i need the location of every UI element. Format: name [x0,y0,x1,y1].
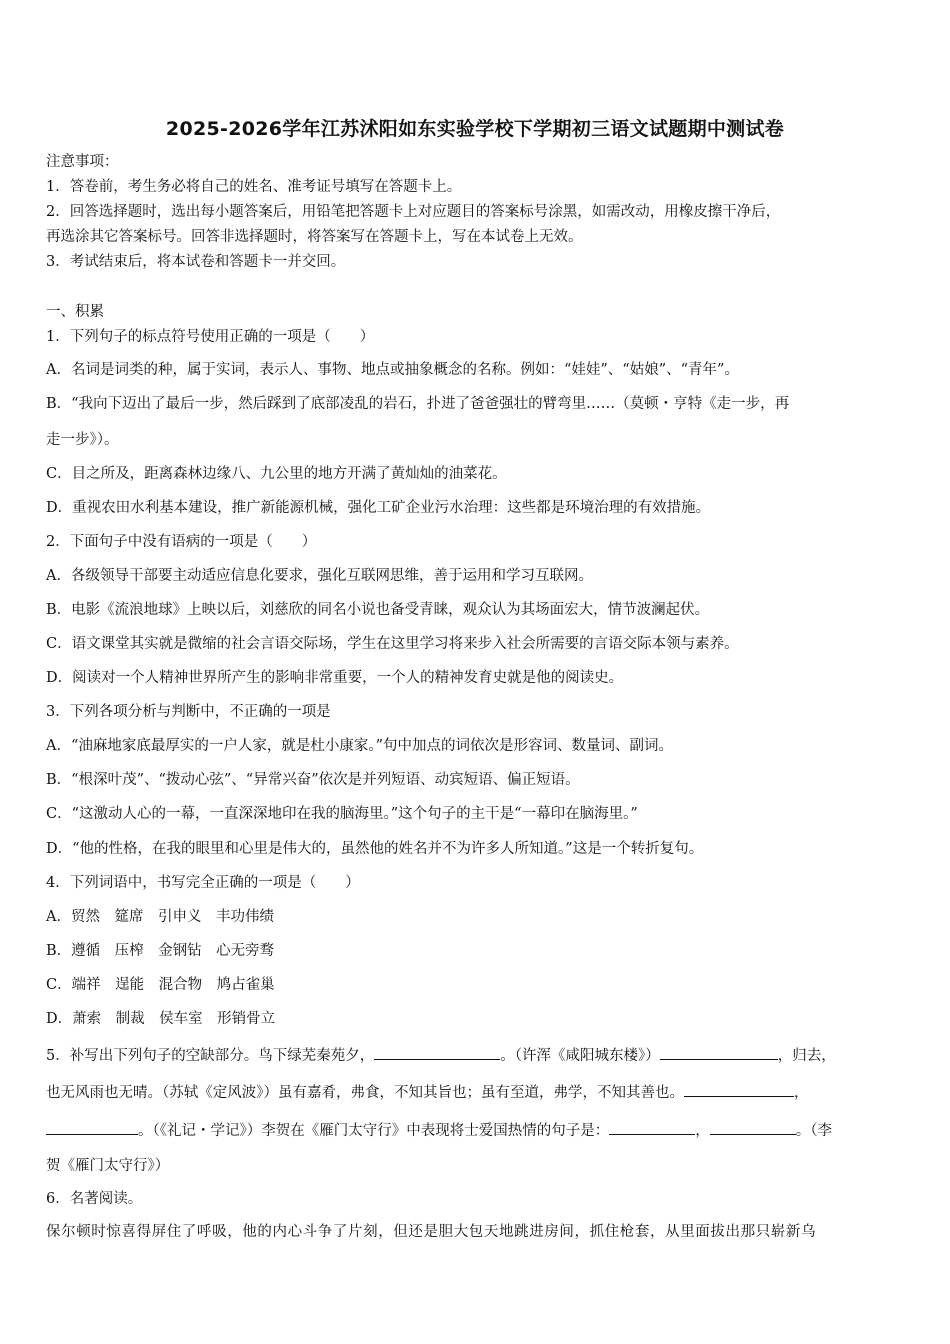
answer-blank[interactable] [46,1120,138,1135]
section-heading: 一、积累 [46,304,104,320]
question-stem: 3．下列各项分析与判断中，不正确的一项是 [46,704,331,720]
q5-text: 。（《礼记・学记》）李贺在《雁门太守行》中表现将士爱国热情的句子是： [138,1123,610,1139]
option-d: D．萧索 制裁 侯车室 形销骨立 [46,1011,276,1027]
q5-text: 5．补写出下列句子的空缺部分。鸟下绿芜秦苑夕， [46,1048,375,1064]
q5-text: 。（许浑《咸阳城东楼》） [500,1048,660,1064]
answer-blank[interactable] [660,1045,778,1060]
notice-item: 1．答卷前，考生务必将自己的姓名、准考证号填写在答题卡上。 [46,179,462,195]
option-b: B．“我向下迈出了最后一步，然后踩到了底部凌乱的岩石，扑进了爸爸强壮的臂弯里……（莫顿・亨特《走一步，再 [46,396,790,412]
option-c: C．“这激动人心的一幕，一直深深地印在我的脑海里。”这个句子的主干是“一幕印在脑海里。” [46,806,638,822]
notice-item: 2．回答选择题时，选出每小题答案后，用铅笔把答题卡上对应题目的答案标号涂黑，如需改动，用橡皮擦干净后， [46,204,781,220]
option-d: D．阅读对一个人精神世界所产生的影响非常重要，一个人的精神发育史就是他的阅读史。 [46,670,624,686]
q5-text: ，归去， [777,1048,836,1064]
question-5-line-2 [46,1082,910,1102]
option-a: A．各级领导干部要主动适应信息化要求，强化互联网思维，善于运用和学习互联网。 [46,568,593,584]
notice-item: 再选涂其它答案标号。回答非选择题时，将答案写在答题卡上，写在本试卷上无效。 [46,229,583,245]
question-stem: 2．下面句子中没有语病的一项是（ ） [46,534,317,550]
option-a: A．贸然 筵席 引申义 丰功伟绩 [46,909,274,925]
question-stem: 6．名著阅读。 [46,1191,143,1207]
option-d: D．“他的性格，在我的眼里和心里是伟大的，虽然他的姓名并不为许多人所知道。”这是一个转折复句。 [46,841,704,857]
question-5-line-4: 贺《雁门太守行》） [46,1158,170,1174]
question-5-line-1 [46,1045,910,1065]
notice-heading: 注意事项： [46,154,119,170]
option-d: D．重视农田水利基本建设，推广新能源机械，强化工矿企业污水治理：这些都是环境治理的有效措施。 [46,500,711,516]
notice-item: 3．考试结束后，将本试卷和答题卡一并交回。 [46,254,346,270]
option-b-continued: 走一步》）。 [46,432,119,448]
option-b: B．遵循 压榨 金钢钻 心无旁骛 [46,943,275,959]
answer-blank[interactable] [684,1082,794,1097]
question-stem: 4．下列词语中，书写完全正确的一项是（ ） [46,875,360,891]
answer-blank[interactable] [609,1120,695,1135]
exam-title: 2025-2026学年江苏沭阳如东实验学校下学期初三语文试题期中测试卷 [165,118,785,140]
q5-text: ， [695,1123,710,1139]
q5-text: 。（李 [795,1123,832,1139]
q5-text: 也无风雨也无晴。（苏轼《定风波》）虽有嘉肴，弗食，不知其旨也；虽有至道，弗学，不知其善也。 [46,1085,684,1101]
answer-blank[interactable] [374,1045,500,1060]
option-b: B．“根深叶茂”、“拨动心弦”、“异常兴奋”依次是并列短语、动宾短语、偏正短语。 [46,772,580,788]
option-c: C．目之所及，距离森林边缘八、九公里的地方开满了黄灿灿的油菜花。 [46,466,507,482]
option-c: C．语文课堂其实就是微缩的社会言语交际场，学生在这里学习将来步入社会所需要的言语交际本领与素养。 [46,636,739,652]
option-a: A．“油麻地家底最厚实的一户人家，就是杜小康家。”句中加点的词依次是形容词、数量词、副词。 [46,738,674,754]
answer-blank[interactable] [710,1120,796,1135]
option-a: A．名词是词类的种，属于实词，表示人、事物、地点或抽象概念的名称。例如：“娃娃”、“姑娘”、“青年”。 [46,362,739,378]
option-b: B．电影《流浪地球》上映以后，刘慈欣的同名小说也备受青睐，观众认为其场面宏大，情节波澜起伏。 [46,602,710,618]
question-stem: 1．下列句子的标点符号使用正确的一项是（ ） [46,329,375,345]
option-c: C．端祥 逞能 混合物 鸠占雀巢 [46,977,275,993]
q5-text: ， [794,1085,809,1101]
reading-passage: 保尔顿时惊喜得屏住了呼吸，他的内心斗争了片刻，但还是胆大包天地跳进房间，抓住枪套，从里面拔出那只崭新乌 [46,1224,817,1240]
question-5-line-3 [46,1120,910,1140]
